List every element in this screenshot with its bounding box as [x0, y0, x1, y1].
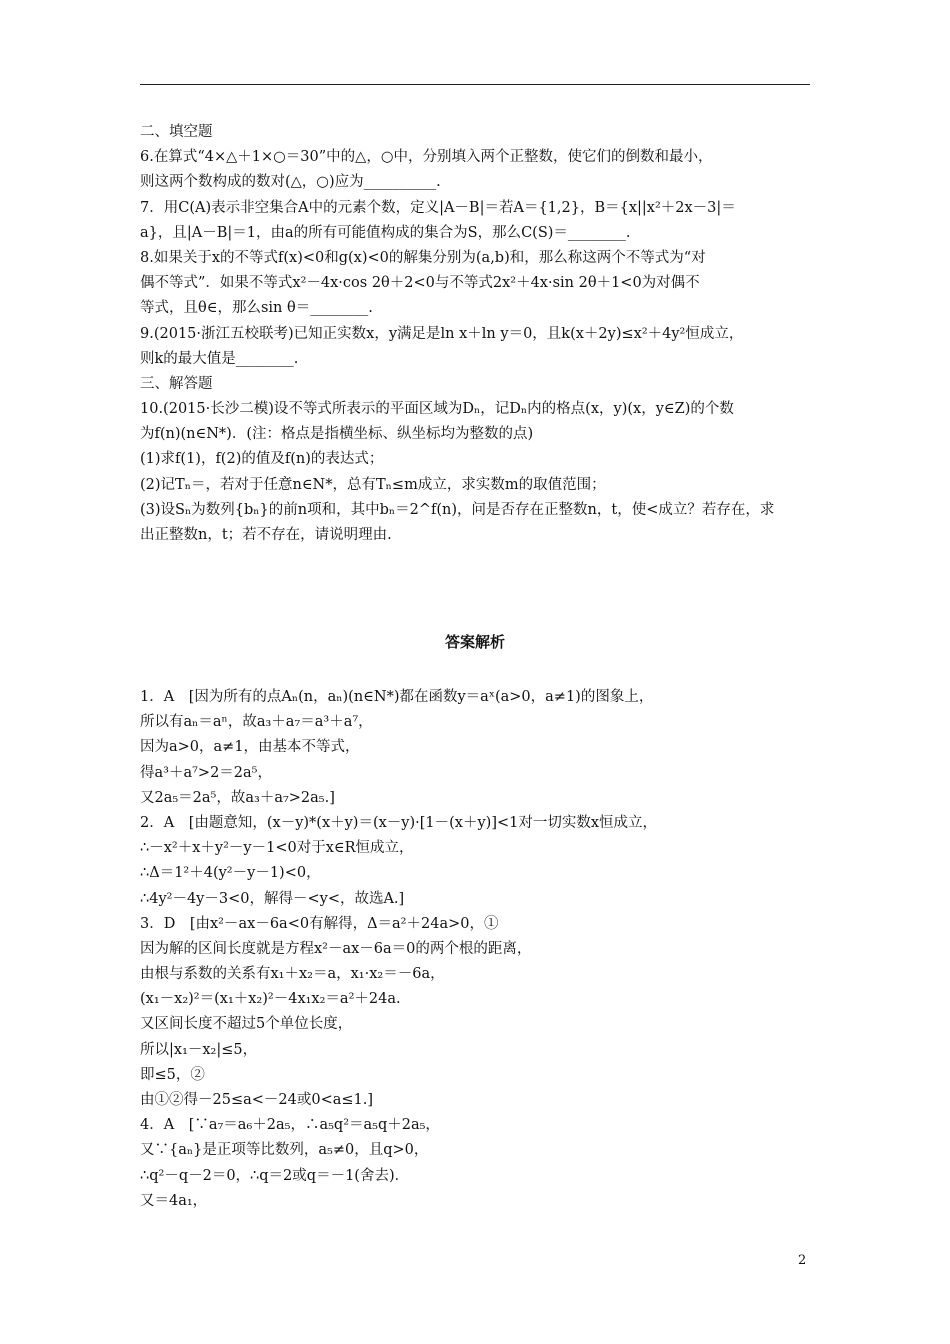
answer-line: ∴Δ＝1²＋4(y²－y－1)<0，	[140, 865, 321, 882]
problem-9-line-2: 则k的最大值是________.	[140, 350, 299, 367]
problem-10-part-2: (2)记Tₙ＝，若对于任意n∈N*，总有Tₙ≤m成立，求实数m的取值范围；	[140, 476, 606, 493]
problem-10-part-3-line-1: (3)设Sₙ为数列{bₙ}的前n项和，其中bₙ＝2^f(n)，问是否存在正整数n，t，使<成立？若存在，求	[140, 501, 775, 518]
answer-line: (x₁－x₂)²＝(x₁＋x₂)²－4x₁x₂＝a²＋24a.	[140, 991, 401, 1008]
problem-8-line-3: 等式，且θ∈，那么sin θ＝________.	[140, 300, 373, 317]
answer-line: 1．A [因为所有的点Aₙ(n，aₙ)(n∈N*)都在函数y＝aˣ(a>0，a≠1)的图象上，	[140, 689, 654, 705]
problem-7-line-2: a}，且|A－B|＝1，由a的所有可能值构成的集合为S，那么C(S)＝________.	[140, 224, 631, 241]
fill-in-section	[140, 120, 820, 548]
answers-section	[140, 685, 820, 1214]
answer-line: ∴4y²－4y－3<0，解得－<y<，故选A.]	[140, 890, 405, 907]
answer-line: 因为a>0，a≠1，由基本不等式，	[140, 739, 360, 756]
answer-line: 3．D [由x²－ax－6a<0有解得，Δ＝a²＋24a>0，①	[140, 915, 499, 932]
answer-line: 即≤5，②	[140, 1066, 205, 1083]
section-heading-solve: 三、解答题	[140, 375, 213, 392]
answer-line: 又∵{aₙ}是正项等比数列，a₅≠0，且q>0，	[140, 1142, 429, 1159]
answer-line: ∴－x²＋x＋y²－y－1<0对于x∈R恒成立，	[140, 840, 414, 857]
problem-10-part-3-line-2: 出正整数n，t；若不存在，请说明理由.	[140, 527, 392, 543]
answer-line: 又区间长度不超过5个单位长度，	[140, 1016, 353, 1033]
problem-9-line-1: 9.(2015·浙江五校联考)已知正实数x，y满足是ln x＋ln y＝0，且k(x＋2y)≤x²＋4y²恒成立，	[140, 325, 744, 342]
problem-10-line-1: 10.(2015·长沙二模)设不等式所表示的平面区域为Dₙ，记Dₙ内的格点(x，y)(x，y∈Z)的个数	[140, 401, 734, 418]
answer-line: 所以有aₙ＝aⁿ，故a₃＋a₇＝a³＋a⁷，	[140, 714, 373, 731]
answer-line: 由①②得－25≤a<－24或0<a≤1.]	[140, 1092, 374, 1108]
problem-7-line-1: 7．用C(A)表示非空集合A中的元素个数，定义|A－B|＝若A＝{1,2}，B＝{x||x²＋2x－3|＝	[140, 199, 736, 216]
answer-line: ∴q²－q－2＝0，∴q＝2或q＝－1(舍去)．	[140, 1167, 410, 1184]
problem-6-line-1: 6.在算式“4×△＋1×○＝30”中的△，○中，分别填入两个正整数，使它们的倒数和最小，	[140, 149, 713, 166]
problem-10-part-1: (1)求f(1)，f(2)的值及f(n)的表达式；	[140, 451, 384, 468]
answer-line: 得a³＋a⁷>2＝2a⁵，	[140, 764, 272, 781]
answer-heading: 答案解析	[444, 633, 505, 651]
problem-10-line-2: 为f(n)(n∈N*)．(注：格点是指横坐标、纵坐标均为整数的点)	[140, 426, 534, 443]
answer-line: 由根与系数的关系有x₁＋x₂＝a，x₁·x₂＝－6a，	[140, 966, 445, 983]
section-heading-fill-in: 二、填空题	[140, 124, 213, 140]
problem-8-line-1: 8.如果关于x的不等式f(x)<0和g(x)<0的解集分别为(a,b)和，那么称这两个不等式为“对	[140, 249, 706, 266]
header-rule	[140, 84, 810, 85]
answer-line: 因为解的区间长度就是方程x²－ax－6a＝0的两个根的距离，	[140, 940, 532, 957]
problem-8-line-2: 偶不等式”．如果不等式x²－4x·cos 2θ＋2<0与不等式2x²＋4x·sin 2θ＋1<0为对偶不	[140, 275, 700, 292]
answer-line: 又2a₅＝2a⁵，故a₃＋a₇>2a₅.]	[140, 789, 335, 806]
page-number: 2	[798, 1253, 807, 1268]
answer-line: 4．A [∵a₇＝a₆＋2a₅，∴a₅q²＝a₅q＋2a₅，	[140, 1117, 440, 1134]
answer-line: 所以|x₁－x₂|≤5，	[140, 1041, 258, 1058]
answer-line: 又＝4a₁，	[140, 1192, 208, 1209]
answer-line: 2．A [由题意知，(x－y)*(x＋y)＝(x－y)·[1－(x＋y)]<1对一切实数x恒成立，	[140, 814, 658, 831]
problem-6-line-2: 则这两个数构成的数对(△，○)应为__________.	[140, 174, 441, 191]
